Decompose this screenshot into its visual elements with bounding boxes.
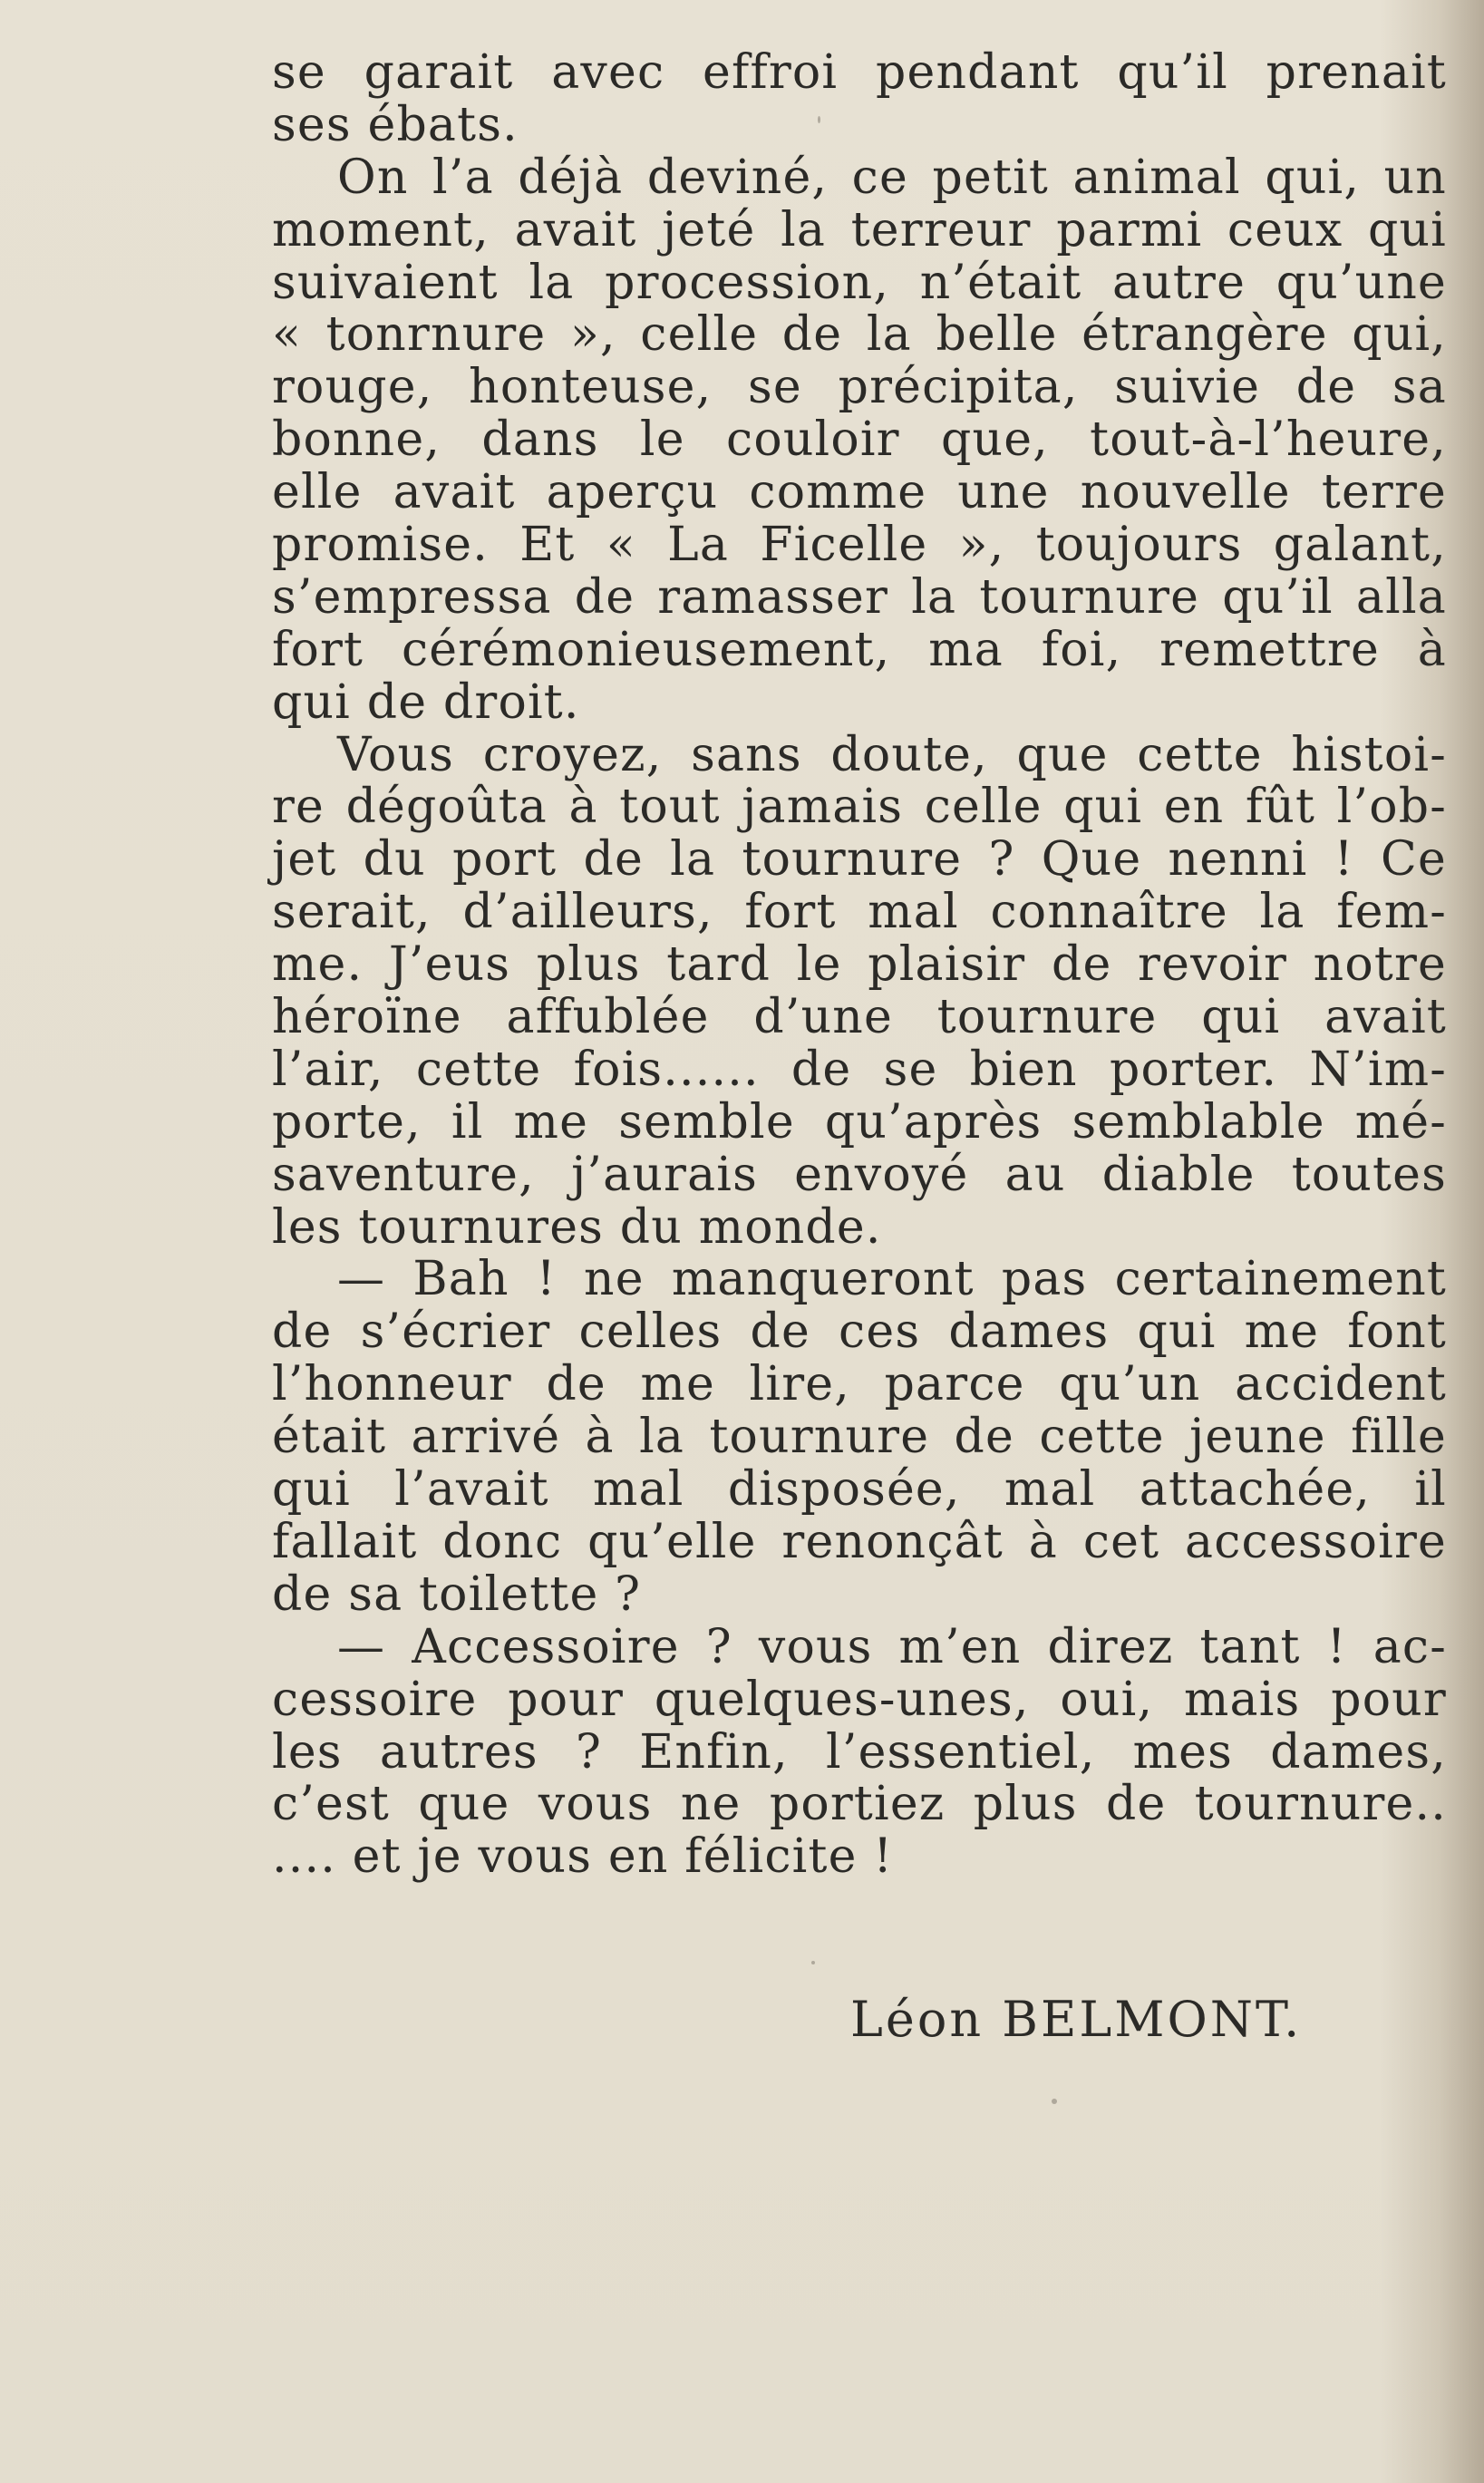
text-line: — Bah ! ne manqueront pas certainement	[337, 1252, 1447, 1307]
paper-speck	[811, 1961, 815, 1964]
text-line: héroïne affublée d’une tournure qui avait	[272, 990, 1447, 1045]
text-line: ses ébats.	[272, 97, 519, 152]
text-line: de s’écrier celles de ces dames qui me font	[272, 1305, 1447, 1360]
text-line: s’empressa de ramasser la tournure qu’il alla	[272, 569, 1447, 625]
paper-speck	[818, 116, 820, 123]
article-text	[272, 47, 1447, 1884]
text-line: était arrivé à la tournure de cette jeune fille	[272, 1410, 1447, 1465]
text-line: se garait avec effroi pendant qu’il prenait	[272, 45, 1447, 100]
text-line: saventure, j’aurais envoyé au diable toutes	[272, 1147, 1447, 1202]
author-signature: Léon BELMONT.	[850, 1991, 1303, 2048]
text-line: les tournures du monde.	[272, 1199, 882, 1255]
text-line: jet du port de la tournure ? Que nenni ! Ce	[272, 832, 1447, 887]
text-line: me. J’eus plus tard le plaisir de revoir notre	[272, 937, 1447, 993]
text-line: bonne, dans le couloir que, tout-à-l’heure,	[272, 412, 1447, 468]
text-line: — Accessoire ? vous m’en direz tant ! ac-	[337, 1619, 1447, 1674]
text-line: « tonrnure », celle de la belle étrangère qui,	[272, 307, 1447, 363]
text-line: qui l’avait mal disposée, mal attachée, il	[272, 1462, 1447, 1518]
text-line: On l’a déjà deviné, ce petit animal qui, un	[337, 150, 1447, 205]
text-line: rouge, honteuse, se précipita, suivie de sa	[272, 360, 1447, 415]
paper-speck	[1052, 2099, 1057, 2104]
text-line: c’est que vous ne portiez plus de tournure..	[272, 1777, 1447, 1832]
text-line: Vous croyez, sans doute, que cette histoi-	[337, 727, 1447, 782]
text-line: re dégoûta à tout jamais celle qui en fût l’ob-	[272, 780, 1447, 835]
text-line: l’air, cette fois...... de se bien porter. N’im-	[272, 1042, 1447, 1097]
text-line: promise. Et « La Ficelle », toujours galant,	[272, 518, 1447, 573]
text-line: qui de droit.	[272, 674, 580, 730]
text-line: cessoire pour quelques-unes, oui, mais pour	[272, 1672, 1447, 1727]
text-line: fallait donc qu’elle renonçât à cet accessoire	[272, 1514, 1447, 1569]
text-line: porte, il me semble qu’après semblable mé-	[272, 1094, 1447, 1149]
text-line: .... et je vous en félicite !	[272, 1829, 894, 1885]
text-line: suivaient la procession, n’était autre qu’une	[272, 255, 1447, 310]
text-line: fort cérémonieusement, ma foi, remettre à	[272, 622, 1447, 677]
text-line: serait, d’ailleurs, fort mal connaître la fem-	[272, 885, 1447, 940]
text-line: les autres ? Enfin, l’essentiel, mes dames,	[272, 1724, 1447, 1780]
text-line: l’honneur de me lire, parce qu’un accident	[272, 1357, 1447, 1412]
text-line: moment, avait jeté la terreur parmi ceux qui	[272, 202, 1447, 257]
text-line: elle avait aperçu comme une nouvelle terre	[272, 465, 1447, 520]
text-line: de sa toilette ?	[272, 1566, 642, 1622]
